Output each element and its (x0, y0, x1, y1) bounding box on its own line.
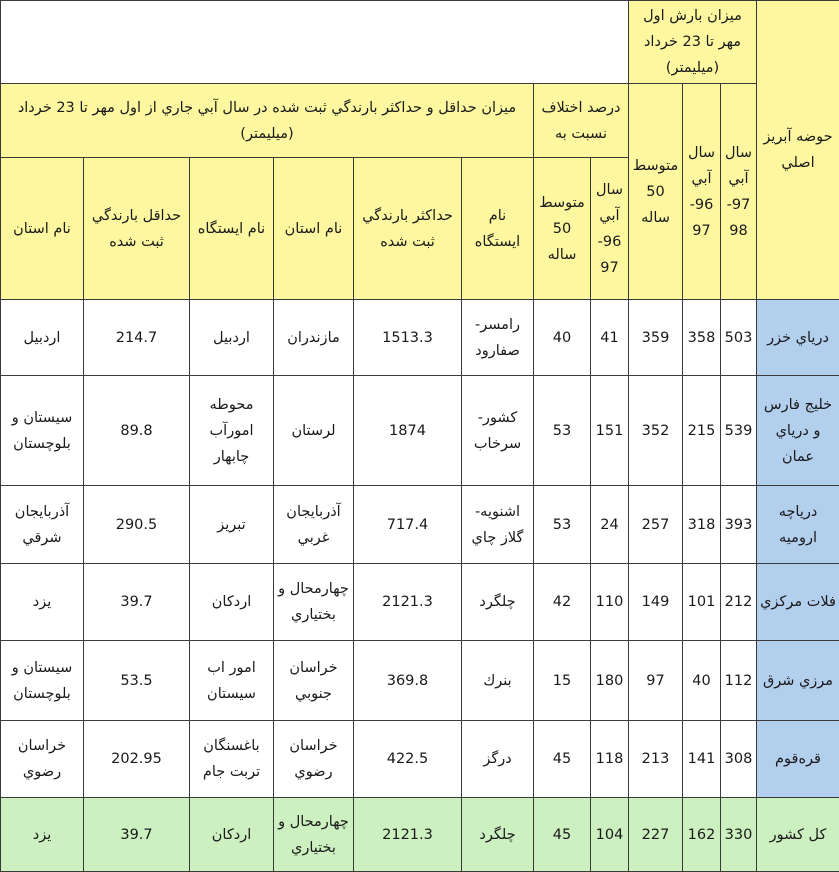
diff-year-cell: 151 (591, 376, 629, 486)
min-value-cell: 202.95 (84, 721, 190, 798)
max-station-cell: كشور- سرخاب (462, 376, 534, 486)
max-province-cell: لرستان (274, 376, 354, 486)
header-min-station: نام ايستگاه (190, 158, 274, 300)
min-province-cell: سيستان و بلوچستان (1, 376, 84, 486)
year-9798-cell: 112 (721, 641, 757, 721)
total-max-station-cell: چلگرد (462, 798, 534, 872)
header-max-value: حداكثر بارندگي ثبت شده (354, 158, 462, 300)
max-station-cell: اشنويه- گلاز چاي (462, 486, 534, 564)
min-value-cell: 214.7 (84, 300, 190, 376)
total-year-9697-cell: 162 (683, 798, 721, 872)
min-station-cell: محوطه امورآب چابهار (190, 376, 274, 486)
header-max-province: نام استان (274, 158, 354, 300)
header-blank (1, 1, 629, 84)
min-value-cell: 53.5 (84, 641, 190, 721)
table-row (1, 641, 839, 721)
max-province-cell: چهارمحال و بختياري (274, 564, 354, 641)
min-value-cell: 89.8 (84, 376, 190, 486)
diff-year-cell: 41 (591, 300, 629, 376)
max-value-cell: 1874 (354, 376, 462, 486)
header-year-9697: سال آبي 96-97 (683, 84, 721, 300)
min-station-cell: امور اب سيستان (190, 641, 274, 721)
min-station-cell: اردبيل (190, 300, 274, 376)
min-province-cell: خراسان رضوي (1, 721, 84, 798)
diff-avg-cell: 53 (534, 486, 591, 564)
avg50-cell: 149 (629, 564, 683, 641)
avg50-cell: 359 (629, 300, 683, 376)
diff-year-cell: 180 (591, 641, 629, 721)
min-station-cell: اردكان (190, 564, 274, 641)
max-value-cell: 2121.3 (354, 564, 462, 641)
basin-cell: درياي خزر (757, 300, 839, 376)
year-9697-cell: 358 (683, 300, 721, 376)
header-basin: حوضه آبريز اصلي (757, 1, 839, 300)
max-station-cell: رامسر- صفارود (462, 300, 534, 376)
header-min-value: حداقل بارندگي ثبت شده (84, 158, 190, 300)
min-province-cell: يزد (1, 564, 84, 641)
basin-cell: درياچه اروميه (757, 486, 839, 564)
year-9697-cell: 215 (683, 376, 721, 486)
max-value-cell: 422.5 (354, 721, 462, 798)
diff-avg-cell: 15 (534, 641, 591, 721)
max-station-cell: چلگرد (462, 564, 534, 641)
table-row (1, 486, 839, 564)
avg50-cell: 213 (629, 721, 683, 798)
table-row (1, 376, 839, 486)
max-province-cell: خراسان رضوي (274, 721, 354, 798)
max-value-cell: 717.4 (354, 486, 462, 564)
min-province-cell: اردبيل (1, 300, 84, 376)
year-9798-cell: 393 (721, 486, 757, 564)
diff-year-cell: 118 (591, 721, 629, 798)
year-9697-cell: 318 (683, 486, 721, 564)
total-max-province-cell: چهارمحال و بختياري (274, 798, 354, 872)
year-9798-cell: 539 (721, 376, 757, 486)
year-9798-cell: 212 (721, 564, 757, 641)
header-diff-year: سال آبي 96-97 (591, 158, 629, 300)
max-value-cell: 1513.3 (354, 300, 462, 376)
max-value-cell: 369.8 (354, 641, 462, 721)
year-9697-cell: 101 (683, 564, 721, 641)
diff-year-cell: 110 (591, 564, 629, 641)
basin-cell: فلات مركزي (757, 564, 839, 641)
total-min-station-cell: اردكان (190, 798, 274, 872)
total-diff-year-cell: 104 (591, 798, 629, 872)
header-min-province: نام استان (1, 158, 84, 300)
header-diff-group: درصد اختلاف نسبت به (534, 84, 629, 158)
min-station-cell: باغسنگان تربت جام (190, 721, 274, 798)
table-row (1, 564, 839, 641)
basin-cell: مرزي شرق (757, 641, 839, 721)
header-max-station: نام ايستگاه (462, 158, 534, 300)
total-row (1, 798, 839, 872)
avg50-cell: 257 (629, 486, 683, 564)
min-province-cell: سيستان و بلوچستان (1, 641, 84, 721)
diff-year-cell: 24 (591, 486, 629, 564)
diff-avg-cell: 42 (534, 564, 591, 641)
header-rain-title: ميزان بارش اول مهر تا 23 خرداد (ميليمتر) (629, 1, 757, 84)
header-year-9798: سال آبي 97-98 (721, 84, 757, 300)
header-avg50: متوسط 50 ساله (629, 84, 683, 300)
max-station-cell: درگز (462, 721, 534, 798)
basin-cell: خليج فارس و درياي عمان (757, 376, 839, 486)
avg50-cell: 352 (629, 376, 683, 486)
year-9798-cell: 308 (721, 721, 757, 798)
total-avg50-cell: 227 (629, 798, 683, 872)
total-max-value-cell: 2121.3 (354, 798, 462, 872)
avg50-cell: 97 (629, 641, 683, 721)
total-diff-avg-cell: 45 (534, 798, 591, 872)
diff-avg-cell: 40 (534, 300, 591, 376)
total-min-value-cell: 39.7 (84, 798, 190, 872)
year-9798-cell: 503 (721, 300, 757, 376)
min-province-cell: آذربايجان شرقي (1, 486, 84, 564)
diff-avg-cell: 45 (534, 721, 591, 798)
max-province-cell: خراسان جنوبي (274, 641, 354, 721)
year-9697-cell: 40 (683, 641, 721, 721)
basin-cell: قره‌قوم (757, 721, 839, 798)
year-9697-cell: 141 (683, 721, 721, 798)
min-value-cell: 290.5 (84, 486, 190, 564)
min-station-cell: تبريز (190, 486, 274, 564)
total-year-9798-cell: 330 (721, 798, 757, 872)
min-value-cell: 39.7 (84, 564, 190, 641)
table-row (1, 721, 839, 798)
total-basin-cell: كل كشور (757, 798, 839, 872)
header-minmax-group: ميزان حداقل و حداكثر بارندگي ثبت شده در سال آبي جاري از اول مهر تا 23 خرداد (ميليمتر) (1, 84, 534, 158)
max-province-cell: آذربايجان غربي (274, 486, 354, 564)
total-min-province-cell: يزد (1, 798, 84, 872)
max-province-cell: مازندران (274, 300, 354, 376)
table-row (1, 300, 839, 376)
max-station-cell: بنرك (462, 641, 534, 721)
diff-avg-cell: 53 (534, 376, 591, 486)
header-diff-avg: متوسط 50 ساله (534, 158, 591, 300)
